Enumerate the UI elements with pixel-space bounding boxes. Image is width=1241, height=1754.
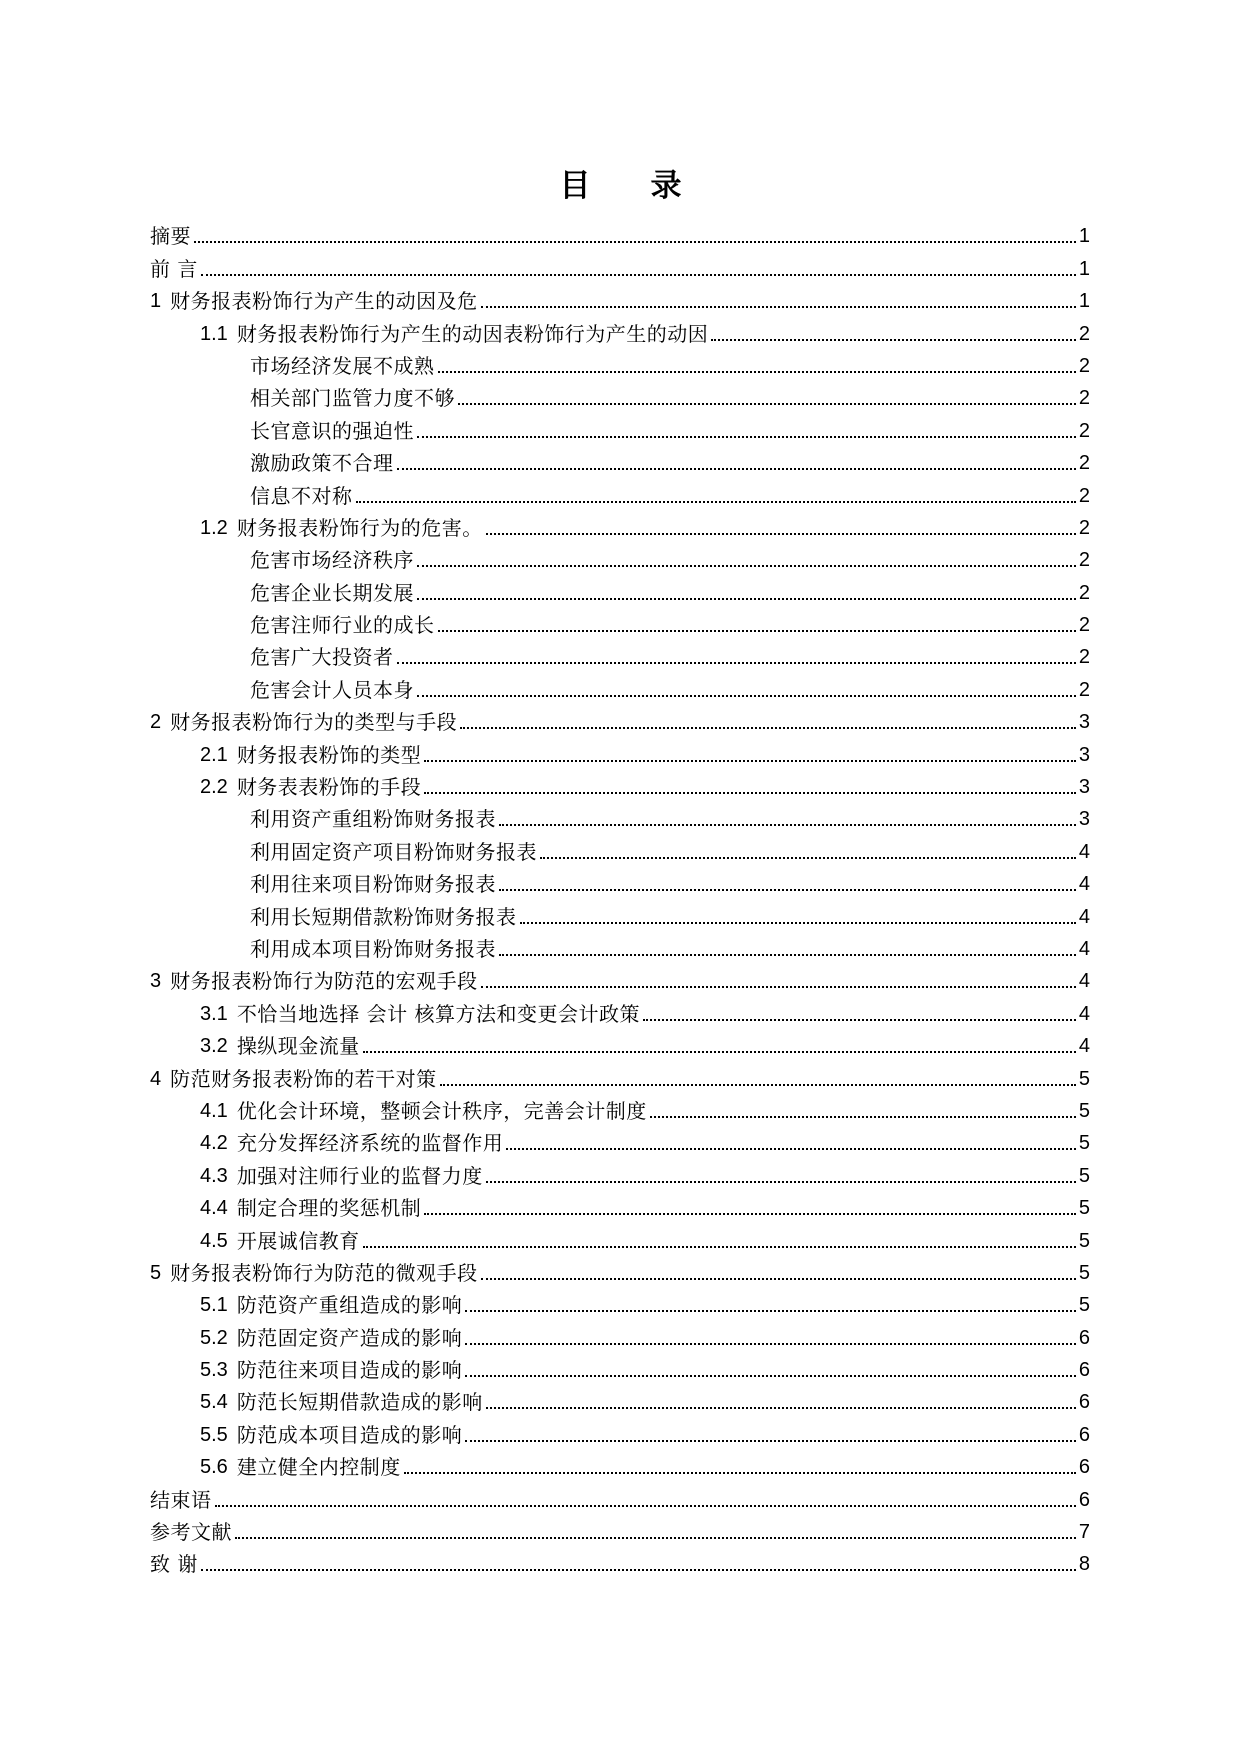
dot-leader (363, 1051, 1076, 1053)
toc-entry-page-number: 4 (1078, 905, 1090, 928)
toc-entry-page-number: 2 (1078, 581, 1090, 604)
toc-entry-number: 1.1 (200, 322, 228, 345)
toc-entry[interactable] (150, 896, 1090, 928)
toc-entry-page-number: 2 (1078, 322, 1090, 345)
toc-entry-title: 参考文献 (150, 1520, 232, 1545)
toc-entry-title: 危害会计人员本身 (250, 677, 414, 702)
dot-leader (465, 1343, 1076, 1345)
toc-entry[interactable] (150, 1382, 1090, 1414)
toc-entry-title: 财务报表粉饰行为的类型与手段 (170, 710, 458, 735)
toc-entry[interactable] (150, 637, 1090, 669)
toc-entry-title: 优化会计环境，整顿会计秩序，完善会计制度 (236, 1098, 647, 1123)
toc-entry-title: 利用资产重组粉饰财务报表 (250, 807, 496, 832)
toc-entry-title: 财务表表粉饰的手段 (236, 775, 422, 800)
dot-leader (486, 533, 1076, 535)
dot-leader (363, 1246, 1076, 1248)
toc-entry-page-number: 3 (1078, 711, 1090, 734)
dot-leader (465, 1310, 1076, 1312)
title-char-2: 录 (650, 168, 682, 204)
dot-leader (650, 1116, 1076, 1118)
dot-leader (235, 1537, 1076, 1539)
toc-entry[interactable] (150, 1479, 1090, 1511)
dot-leader (506, 1148, 1076, 1150)
toc-entry[interactable] (150, 508, 1090, 540)
toc-entry-title: 财务报表粉饰行为产生的动因及危 (170, 289, 478, 314)
toc-entry-title: 防范成本项目造成的影响 (236, 1422, 463, 1447)
toc-entry[interactable] (150, 734, 1090, 766)
dot-leader (465, 1375, 1076, 1377)
toc-entry-number: 4 (150, 1067, 162, 1090)
toc-entry-title: 危害企业长期发展 (250, 580, 414, 605)
dot-leader (397, 662, 1076, 664)
dot-leader (356, 501, 1076, 503)
toc-entry-number: 1.2 (200, 516, 228, 539)
toc-entry-page-number: 2 (1078, 646, 1090, 669)
dot-leader (201, 1569, 1076, 1571)
toc-entry-title: 操纵现金流量 (236, 1034, 360, 1059)
toc-entry-title: 信息不对称 (250, 483, 353, 508)
page-title (0, 160, 1241, 205)
dot-leader (424, 1213, 1076, 1215)
toc-entry-title: 建立健全内控制度 (236, 1455, 401, 1480)
toc-entry[interactable] (150, 540, 1090, 572)
toc-entry[interactable] (150, 961, 1090, 993)
toc-entry[interactable] (150, 1544, 1090, 1576)
toc-entry-title: 加强对注师行业的监督力度 (236, 1163, 483, 1188)
toc-entry[interactable] (150, 1317, 1090, 1349)
toc-entry-title: 防范财务报表粉饰的若干对策 (170, 1066, 437, 1091)
toc-entry-page-number: 2 (1078, 354, 1090, 377)
toc-entry-page-number: 1 (1078, 257, 1090, 280)
toc-entry-title: 财务报表粉饰行为防范的宏观手段 (170, 969, 478, 994)
toc-entry-page-number: 6 (1078, 1456, 1090, 1479)
toc-entry-title: 利用成本项目粉饰财务报表 (250, 936, 496, 961)
toc-entry-page-number: 2 (1078, 387, 1090, 410)
toc-entry-title: 财务报表粉饰行为防范的微观手段 (170, 1260, 478, 1285)
toc-entry-title: 不恰当地选择 会计 核算方法和变更会计政策 (236, 1001, 641, 1026)
toc-entry-page-number: 5 (1078, 1294, 1090, 1317)
toc-entry-number: 5.5 (200, 1423, 228, 1446)
toc-entry-title: 防范往来项目造成的影响 (236, 1358, 463, 1383)
toc-entry-number: 4.2 (200, 1132, 228, 1155)
toc-entry-number: 3.2 (200, 1035, 228, 1058)
toc-entry-page-number: 2 (1078, 484, 1090, 507)
toc-entry[interactable] (150, 572, 1090, 604)
toc-entry[interactable] (150, 378, 1090, 410)
dot-leader (481, 1278, 1076, 1280)
toc-entry-page-number: 1 (1078, 225, 1090, 248)
toc-entry-title: 利用往来项目粉饰财务报表 (250, 872, 496, 897)
dot-leader (440, 1084, 1076, 1086)
dot-leader (397, 468, 1076, 470)
toc-entry-page-number: 6 (1078, 1326, 1090, 1349)
toc-entry-number: 3.1 (200, 1002, 228, 1025)
dot-leader (460, 727, 1076, 729)
dot-leader (711, 339, 1076, 341)
toc-entry-page-number: 5 (1078, 1197, 1090, 1220)
toc-entry-number: 2 (150, 711, 162, 734)
toc-entry[interactable] (150, 1447, 1090, 1479)
dot-leader (481, 986, 1076, 988)
dot-leader (481, 306, 1076, 308)
toc-entry-page-number: 5 (1078, 1164, 1090, 1187)
toc-entry[interactable] (150, 1123, 1090, 1155)
toc-entry-title: 长官意识的强迫性 (250, 418, 414, 443)
toc-entry-page-number: 3 (1078, 776, 1090, 799)
dot-leader (458, 403, 1076, 405)
toc-entry[interactable] (150, 1285, 1090, 1317)
toc-entry[interactable] (150, 669, 1090, 701)
toc-entry[interactable] (150, 864, 1090, 896)
toc-entry-title: 利用固定资产项目粉饰财务报表 (250, 839, 537, 864)
toc-entry[interactable] (150, 346, 1090, 378)
toc-entry-title: 防范长短期借款造成的影响 (236, 1390, 483, 1415)
toc-entry-title: 摘要 (150, 224, 191, 249)
dot-leader (643, 1019, 1076, 1021)
toc-entry-page-number: 2 (1078, 549, 1090, 572)
toc-entry-page-number: 4 (1078, 1002, 1090, 1025)
toc-entry-page-number: 6 (1078, 1488, 1090, 1511)
toc-entry[interactable] (150, 993, 1090, 1025)
toc-entry-page-number: 8 (1078, 1553, 1090, 1576)
title-char-1: 目 (559, 168, 591, 204)
toc-entry[interactable] (150, 281, 1090, 313)
toc-entry-number: 4.5 (200, 1229, 228, 1252)
toc-entry-page-number: 6 (1078, 1359, 1090, 1382)
dot-leader (417, 436, 1076, 438)
toc-entry-title: 结束语 (150, 1487, 212, 1512)
dot-leader (404, 1472, 1076, 1474)
toc-entry-page-number: 2 (1078, 452, 1090, 475)
dot-leader (417, 695, 1076, 697)
toc-entry-page-number: 4 (1078, 970, 1090, 993)
dot-leader (201, 274, 1076, 276)
toc-entry-number: 4.4 (200, 1197, 228, 1220)
toc-entry[interactable] (150, 605, 1090, 637)
toc-entry-number: 2.2 (200, 776, 228, 799)
toc-entry[interactable] (150, 1220, 1090, 1252)
dot-leader (438, 371, 1076, 373)
dot-leader (424, 760, 1076, 762)
toc-entry-title: 防范固定资产造成的影响 (236, 1325, 463, 1350)
toc-entry[interactable] (150, 1091, 1090, 1123)
toc-entry[interactable] (150, 475, 1090, 507)
dot-leader (215, 1505, 1076, 1507)
toc-entry-page-number: 6 (1078, 1423, 1090, 1446)
toc-entry-title: 激励政策不合理 (250, 451, 394, 476)
dot-leader (417, 598, 1076, 600)
toc-entry[interactable] (150, 702, 1090, 734)
toc-entry-page-number: 7 (1078, 1521, 1090, 1544)
dot-leader (486, 1181, 1076, 1183)
table-of-contents (150, 216, 1090, 1576)
toc-entry-number: 2.1 (200, 743, 228, 766)
toc-entry-number: 4.1 (200, 1099, 228, 1122)
toc-entry-title: 财务报表粉饰行为的危害。 (236, 515, 483, 540)
toc-entry-page-number: 5 (1078, 1229, 1090, 1252)
toc-entry-title: 开展诚信教育 (236, 1228, 360, 1253)
toc-entry[interactable] (150, 1350, 1090, 1382)
toc-entry-page-number: 2 (1078, 614, 1090, 637)
dot-leader (194, 241, 1076, 243)
toc-entry-title: 市场经济发展不成熟 (250, 353, 435, 378)
dot-leader (499, 889, 1076, 891)
toc-entry[interactable] (150, 929, 1090, 961)
dot-leader (424, 792, 1076, 794)
toc-entry-title: 危害广大投资者 (250, 645, 394, 670)
dot-leader (438, 630, 1076, 632)
toc-entry-title: 财务报表粉饰行为产生的动因表粉饰行为产生的动因 (236, 321, 709, 346)
toc-entry[interactable] (150, 248, 1090, 280)
toc-entry[interactable] (150, 1253, 1090, 1285)
toc-entry[interactable] (150, 1188, 1090, 1220)
toc-entry-title: 危害注师行业的成长 (250, 613, 435, 638)
toc-entry-number: 5.2 (200, 1326, 228, 1349)
toc-entry-number: 3 (150, 970, 162, 993)
toc-entry-title: 防范资产重组造成的影响 (236, 1293, 463, 1318)
toc-entry-page-number: 4 (1078, 1035, 1090, 1058)
toc-entry[interactable] (150, 313, 1090, 345)
toc-entry-title: 充分发挥经济系统的监督作用 (236, 1131, 504, 1156)
toc-entry-page-number: 5 (1078, 1132, 1090, 1155)
dot-leader (499, 824, 1076, 826)
toc-entry[interactable] (150, 831, 1090, 863)
toc-entry-title: 财务报表粉饰的类型 (236, 742, 422, 767)
toc-entry-page-number: 3 (1078, 808, 1090, 831)
toc-entry[interactable] (150, 1512, 1090, 1544)
toc-entry-number: 1 (150, 290, 162, 313)
toc-entry-page-number: 5 (1078, 1067, 1090, 1090)
toc-entry[interactable] (150, 443, 1090, 475)
toc-entry-number: 5.1 (200, 1294, 228, 1317)
toc-entry-title: 致 谢 (150, 1552, 198, 1577)
dot-leader (499, 954, 1076, 956)
toc-entry-page-number: 4 (1078, 937, 1090, 960)
toc-entry-title: 利用长短期借款粉饰财务报表 (250, 904, 517, 929)
toc-entry-page-number: 6 (1078, 1391, 1090, 1414)
toc-entry-title: 危害市场经济秩序 (250, 548, 414, 573)
toc-entry-page-number: 3 (1078, 743, 1090, 766)
toc-entry-page-number: 2 (1078, 678, 1090, 701)
toc-entry[interactable] (150, 1026, 1090, 1058)
toc-entry[interactable] (150, 767, 1090, 799)
toc-entry-page-number: 4 (1078, 873, 1090, 896)
toc-entry[interactable] (150, 1155, 1090, 1187)
dot-leader (465, 1440, 1076, 1442)
toc-entry-page-number: 5 (1078, 1261, 1090, 1284)
dot-leader (520, 922, 1076, 924)
toc-entry-number: 5.3 (200, 1359, 228, 1382)
toc-entry-page-number: 2 (1078, 516, 1090, 539)
toc-entry[interactable] (150, 799, 1090, 831)
toc-entry-number: 5.6 (200, 1456, 228, 1479)
toc-entry-page-number: 4 (1078, 840, 1090, 863)
toc-entry-page-number: 2 (1078, 419, 1090, 442)
dot-leader (486, 1407, 1076, 1409)
toc-entry-page-number: 1 (1078, 290, 1090, 313)
toc-entry-number: 5 (150, 1261, 162, 1284)
toc-entry-title: 相关部门监管力度不够 (250, 386, 455, 411)
dot-leader (417, 565, 1076, 567)
toc-entry-title: 制定合理的奖惩机制 (236, 1196, 422, 1221)
toc-entry[interactable] (150, 1058, 1090, 1090)
toc-entry-page-number: 5 (1078, 1099, 1090, 1122)
toc-entry-number: 5.4 (200, 1391, 228, 1414)
toc-entry[interactable] (150, 410, 1090, 442)
toc-entry-title: 前 言 (150, 256, 198, 281)
dot-leader (540, 857, 1076, 859)
toc-entry[interactable] (150, 216, 1090, 248)
toc-entry[interactable] (150, 1414, 1090, 1446)
toc-entry-number: 4.3 (200, 1164, 228, 1187)
